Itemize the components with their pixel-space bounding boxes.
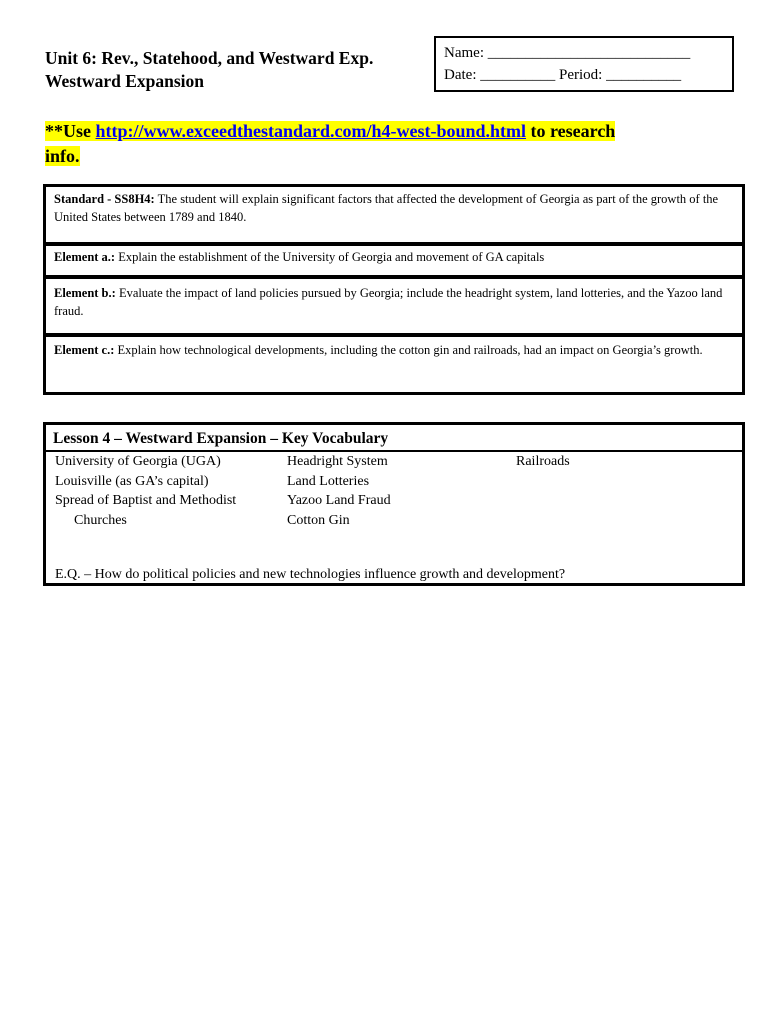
- standard-label: Standard - SS8H4:: [54, 192, 155, 206]
- research-suffix: to research: [526, 121, 616, 141]
- research-instruction: [45, 119, 695, 169]
- element-c-cell: [46, 338, 742, 392]
- vocab-item: Land Lotteries: [287, 473, 370, 489]
- vocab-item: Spread of Baptist and Methodist: [55, 493, 237, 508]
- vocabulary-table: [43, 422, 745, 586]
- period-label: Period:: [558, 67, 603, 83]
- vocab-item: Yazoo Land Fraud: [287, 493, 391, 508]
- unit-title: [45, 47, 435, 93]
- vocab-column-3: [516, 452, 716, 472]
- research-line-1: [45, 121, 615, 141]
- essential-question: E.Q. – How do political policies and new technologies influence growth and development?: [55, 567, 566, 582]
- divider: [46, 333, 742, 337]
- research-line-2: info.: [45, 146, 80, 166]
- vocab-item: Railroads: [516, 454, 570, 469]
- element-c-text: Explain how technological developments, including the cotton gin and railroads, had an impact on Georgia’s growth.: [114, 343, 703, 357]
- date-period-row: [444, 64, 724, 86]
- name-date-box: [434, 36, 734, 92]
- research-prefix: **Use: [45, 121, 96, 141]
- standard-cell: [46, 187, 742, 242]
- element-a-cell: [46, 245, 742, 273]
- divider: [46, 275, 742, 279]
- element-b-text: Evaluate the impact of land policies pursued by Georgia; include the headright system, land lotteries, and the Yazoo land fraud.: [54, 286, 723, 318]
- standard-text: The student will explain significant factors that affected the development of Georgia as part of the growth of the United States between 1789 and 1840.: [54, 192, 719, 224]
- vocabulary-title: Lesson 4 – Westward Expansion – Key Vocabulary: [53, 430, 389, 447]
- title-line-1: Unit 6: Rev., Statehood, and Westward Exp.: [45, 48, 374, 68]
- element-b-label: Element b.:: [54, 286, 116, 300]
- element-b-cell: [46, 281, 742, 334]
- element-a-label: Element a.:: [54, 250, 116, 264]
- name-row: [444, 42, 724, 64]
- date-label: Date:: [444, 67, 477, 83]
- date-blank: __________: [480, 67, 556, 83]
- vocab-item: University of Georgia (UGA): [55, 454, 221, 469]
- name-blank: ___________________________: [487, 45, 691, 61]
- vocab-item: Churches: [74, 512, 127, 528]
- element-a-text: Explain the establishment of the University of Georgia and movement of GA capitals: [115, 250, 545, 264]
- title-line-2: Westward Expansion: [45, 71, 204, 91]
- vocab-column-1: [55, 452, 280, 530]
- vocab-item: Louisville (as GA’s capital): [55, 473, 209, 489]
- vocab-column-2: [287, 452, 507, 530]
- name-label: Name:: [444, 45, 484, 61]
- research-link[interactable]: http://www.exceedthestandard.com/h4-west-bound.html: [95, 121, 527, 141]
- standards-table: [43, 184, 745, 395]
- vocab-item: Cotton Gin: [287, 512, 350, 528]
- period-blank: __________: [606, 67, 682, 83]
- element-c-label: Element c.:: [54, 343, 115, 357]
- vocab-item: Headright System: [287, 454, 388, 469]
